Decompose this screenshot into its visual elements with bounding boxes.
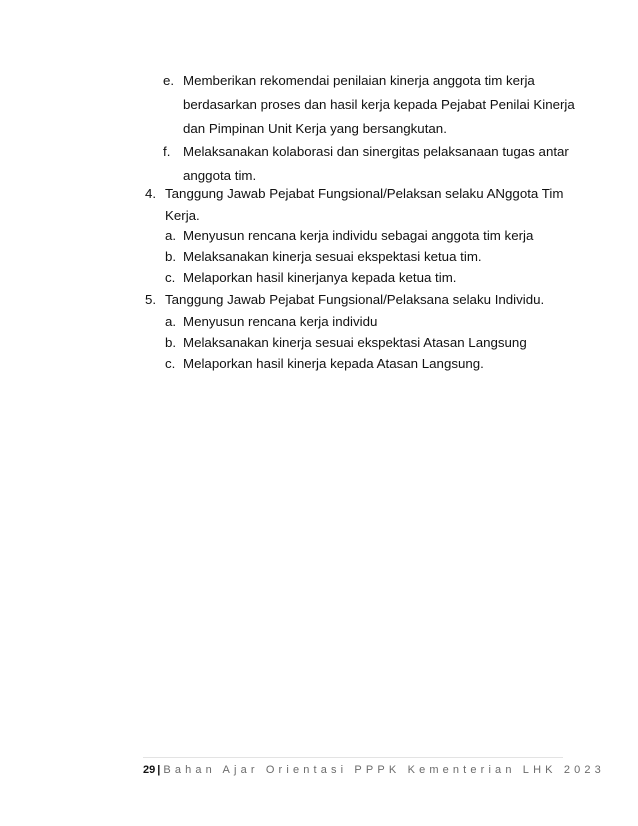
list-text: Melaksanakan kolaborasi dan sinergitas pelaksanaan tugas antar: [183, 144, 569, 159]
list-text: Melaporkan hasil kinerja kepada Atasan Langsung.: [183, 356, 484, 371]
list-marker: f.: [163, 144, 171, 159]
list-text: Menyusun rencana kerja individu sebagai anggota tim kerja: [183, 228, 534, 243]
list-marker: a.: [165, 228, 177, 243]
list-marker: c.: [165, 356, 176, 371]
list-marker: b.: [165, 249, 177, 264]
list-heading: Tanggung Jawab Pejabat Fungsional/Pelaksan selaku ANggota Tim: [165, 186, 564, 201]
list-text: Menyusun rencana kerja individu: [183, 314, 378, 329]
list-text: Melaporkan hasil kinerjanya kepada ketua tim.: [183, 270, 457, 285]
list-text: Melaksanakan kinerja sesuai ekspektasi ketua tim.: [183, 249, 482, 264]
list-text: berdasarkan proses dan hasil kerja kepada Pejabat Penilai Kinerja: [183, 97, 575, 112]
list-heading: Tanggung Jawab Pejabat Fungsional/Pelaksana selaku Individu.: [165, 292, 545, 307]
list-marker: b.: [165, 335, 177, 350]
page-number: 29: [143, 764, 156, 776]
footer-separator: |: [157, 764, 161, 776]
list-marker: c.: [165, 270, 176, 285]
list-heading: Kerja.: [165, 208, 200, 223]
page-footer: [143, 763, 605, 777]
list-text: Memberikan rekomendai penilaian kinerja anggota tim kerja: [183, 73, 535, 88]
list-marker: 4.: [145, 186, 157, 201]
list-text: dan Pimpinan Unit Kerja yang bersangkutan.: [183, 121, 447, 136]
footer-title: Bahan Ajar Orientasi PPPK Kementerian LHK 2023: [163, 764, 605, 776]
list-marker: e.: [163, 73, 175, 88]
list-marker: a.: [165, 314, 177, 329]
list-text: Melaksanakan kinerja sesuai ekspektasi Atasan Langsung: [183, 335, 527, 350]
list-text: anggota tim.: [183, 168, 257, 183]
footer-divider: [143, 757, 563, 758]
list-marker: 5.: [145, 292, 157, 307]
